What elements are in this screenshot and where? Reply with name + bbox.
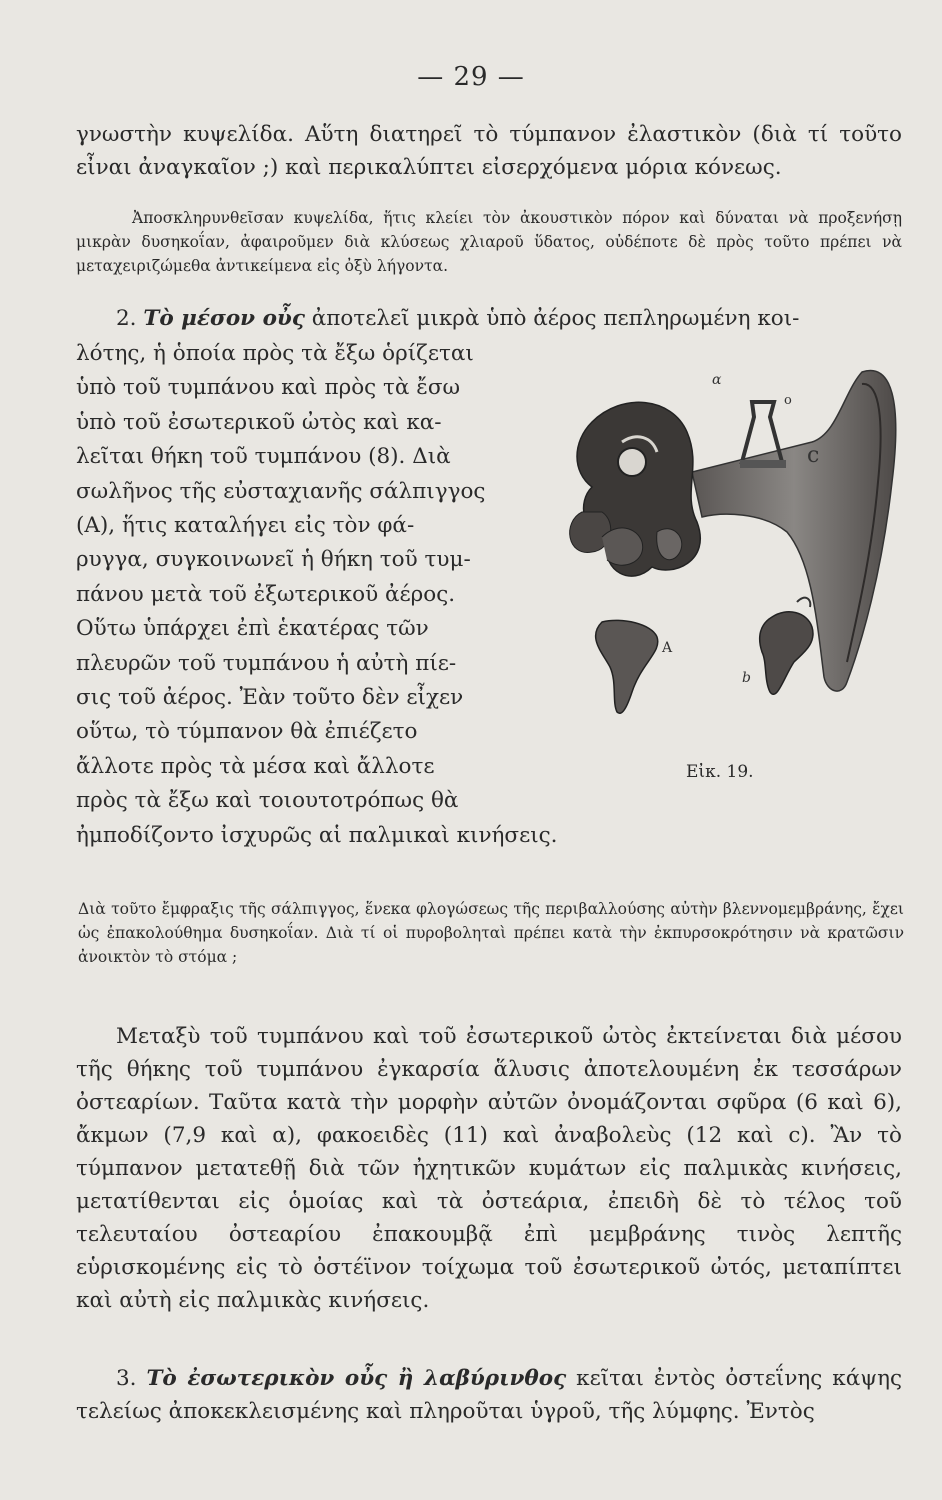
note-eustachian: Διὰ τοῦτο ἔμφραξις τῆς σάλπιγγος, ἕνεκα φλογώσεως τῆς περιβαλλούσης αὐτὴν βλεννομεμβράνης, ἔχει ὡς ἐπακολούθημα δυσηκοΐαν. Διὰ τί οἱ πυροβοληταὶ πρέπει κατὰ τὴν ἐκπυρσοκρότησιν νὰ κρατῶσιν ἀνοικτὸν τὸ στόμα ; bbox=[78, 900, 904, 966]
section2-line: οὕτω, τὸ τύμπανον θὰ ἐπιέζετο bbox=[76, 719, 418, 745]
section2-title: Τὸ μέσον οὖς bbox=[143, 306, 305, 331]
section3-title: Τὸ ἐσωτερικὸν οὖς ἢ λαβύρινθος bbox=[146, 1366, 567, 1391]
figure-label-b: b bbox=[742, 670, 751, 686]
section2-line: πλευρῶν τοῦ τυμπάνου ἡ αὐτὴ πίε- bbox=[76, 650, 457, 676]
section2-heading-line bbox=[76, 302, 902, 335]
section2-line: σις τοῦ ἀέρος. Ἐὰν τοῦτο δὲν εἶχεν bbox=[76, 685, 464, 711]
section2-line: ὑπὸ τοῦ ἐσωτερικοῦ ὠτὸς καὶ κα- bbox=[76, 409, 442, 435]
paragraph-ossicles: Μεταξὺ τοῦ τυμπάνου καὶ τοῦ ἐσωτερικοῦ ὠτὸς ἐκτείνεται διὰ μέσου τῆς θήκης τοῦ τυμπάνου ἐγκαρσία ἅλυσις ἀποτελουμένη ἐκ τεσσάρων ὀστεαρίων. Ταῦτα κατὰ τὴν μορφὴν αὐτῶν ὀνομάζονται σφῦρα (6 καὶ 6), ἄκμων (7,9 καὶ α), φακοειδὲς (11) καὶ ἀναβολεὺς (12 καὶ c). Ἂν τὸ τύμπανον μετατεθῇ διὰ τῶν ἠχητικῶν κυμάτων εἰς παλμικὰς κινήσεις, μετατίθενται εἰς ὁμοίας καὶ τὰ ὀστεάρια, ἐπειδὴ δὲ τὸ τέλος τοῦ τελευταίου ὀστεαρίου ἐπακουμβᾷ ἐπὶ μεμβράνης τινὸς λεπτῆς εὑρισκομένης εἰς τὸ ὀστέϊνον τοίχωμα τοῦ ἐσωτερικοῦ ὠτός, μεταπίπτει καὶ αὐτὴ εἰς παλμικὰς κινήσεις. bbox=[76, 1024, 902, 1313]
ear-anatomy-illustration bbox=[562, 362, 902, 742]
figure-label-alpha: α bbox=[712, 372, 722, 388]
section2-number: 2. bbox=[116, 306, 137, 331]
figure-label-A: A bbox=[662, 640, 673, 656]
section2-line: σωλῆνος τῆς εὐσταχιανῆς σάλπιγγος bbox=[76, 478, 486, 504]
section3-rest: κεῖται ἐντὸς ὀστεΐνης κάψης τελείως ἀποκεκλεισμένης καὶ πληροῦται ὑγροῦ, τῆς λύμφης. Ἐντὸς bbox=[76, 1366, 902, 1424]
figure-label-c: c bbox=[807, 443, 820, 468]
section2-line: πάνου μετὰ τοῦ ἐξωτερικοῦ ἀέρος. bbox=[76, 581, 456, 607]
section2-line: ἄλλοτε πρὸς τὰ μέσα καὶ ἄλλοτε bbox=[76, 753, 435, 779]
note-cerumen: Ἀποσκληρυνθεῖσαν κυψελίδα, ἥτις κλείει τὸν ἀκουστικὸν πόρον καὶ δύναται νὰ προξενήσῃ μικρὰν δυσηκοΐαν, ἀφαιροῦμεν διὰ κλύσεως χλιαροῦ ὕδατος, οὐδέποτε δὲ πρὸς τοῦτο πρέπει νὰ μεταχειριζώμεθα ἀντικείμενα εἰς ὀξὺ λήγοντα. bbox=[76, 209, 902, 275]
page-number: — 29 — bbox=[417, 62, 525, 92]
section3-paragraph bbox=[76, 1362, 902, 1428]
section2-line: ρυγγα, συγκοινωνεῖ ἡ θήκη τοῦ τυμ- bbox=[76, 547, 471, 573]
section2-first-line-rest: ἀποτελεῖ μικρὰ ὑπὸ ἀέρος πεπληρωμένη κοι- bbox=[311, 306, 800, 331]
section3-number: 3. bbox=[116, 1366, 137, 1391]
section2-line: ὑπὸ τοῦ τυμπάνου καὶ πρὸς τὰ ἔσω bbox=[76, 375, 461, 401]
section2-body bbox=[76, 337, 571, 853]
figure-label-o: o bbox=[784, 393, 792, 408]
section2-line: λεῖται θήκη τοῦ τυμπάνου (8). Διὰ bbox=[76, 444, 451, 470]
figure-caption: Εἰκ. 19. bbox=[686, 762, 754, 782]
paragraph-intro: γνωστὴν κυψελίδα. Αὕτη διατηρεῖ τὸ τύμπανον ἐλαστικὸν (διὰ τί τοῦτο εἶναι ἀναγκαῖον ;) καὶ περικαλύπτει εἰσερχόμενα μόρια κόνεως. bbox=[76, 122, 902, 180]
section2-line: πρὸς τὰ ἔξω καὶ τοιουτοτρόπως θὰ bbox=[76, 788, 459, 814]
section2-line: (Α), ἥτις καταλήγει εἰς τὸν φά- bbox=[76, 513, 415, 539]
section2-line: ἠμποδίζοντο ἰσχυρῶς αἱ παλμικαὶ κινήσεις. bbox=[76, 822, 558, 848]
section2-line: λότης, ἡ ὁποία πρὸς τὰ ἔξω ὁρίζεται bbox=[76, 341, 474, 366]
section2-line: Οὕτω ὑπάρχει ἐπὶ ἑκατέρας τῶν bbox=[76, 616, 429, 642]
